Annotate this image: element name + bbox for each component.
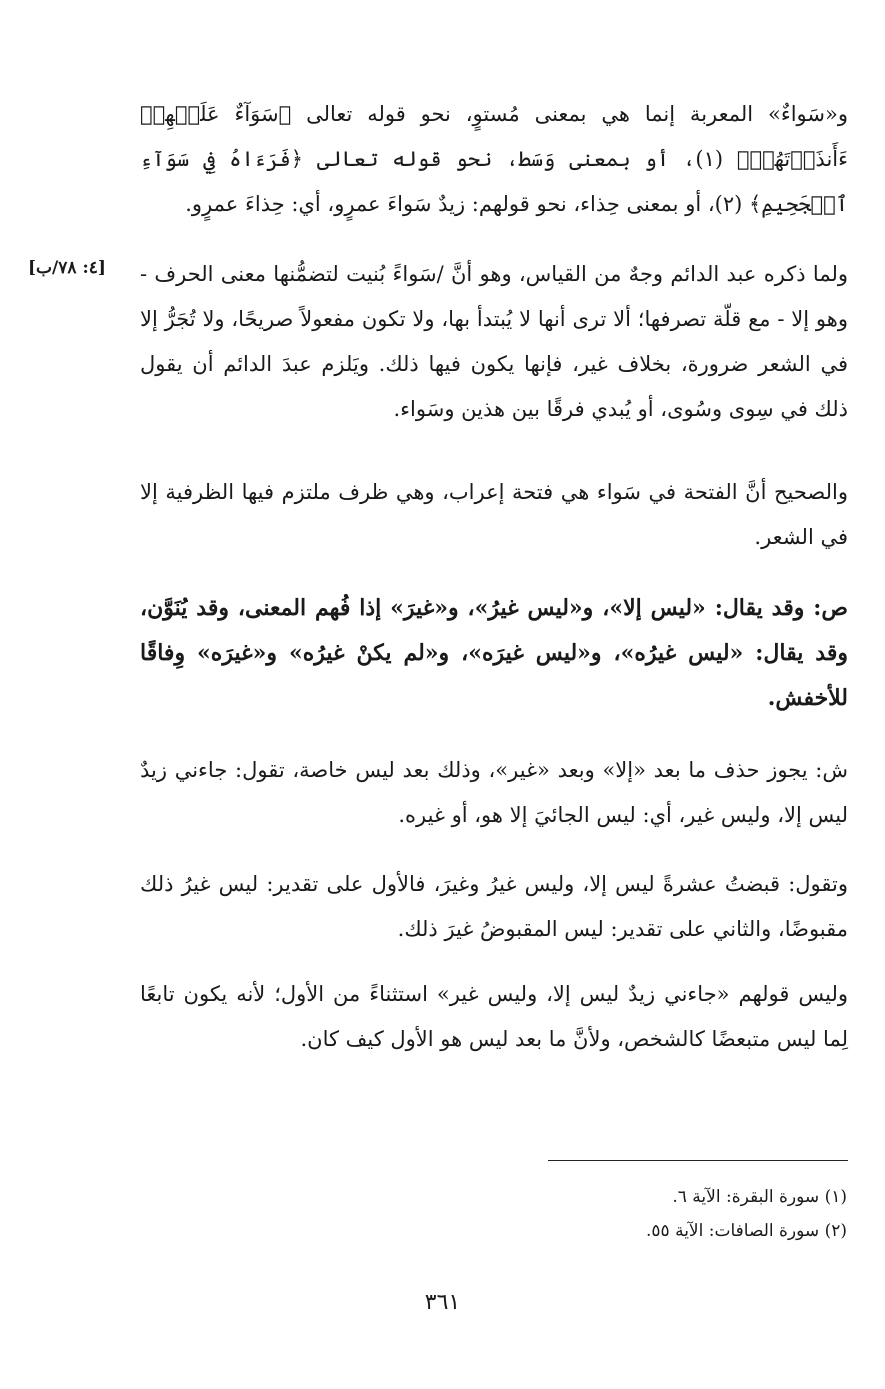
manuscript-folio-reference: [٤: ٧٨/ب]: [28, 258, 106, 278]
paragraph-matn-text: ص: وقد يقال: «ليس إلا»، و«ليس غيرُ»، و«غيرَ» إذا فُهم المعنى، وقد يُنَوَّن، وقد يقال: «ليس غيرُه»، و«ليس غيرَه»، و«لم يكنْ غيرُه» و«غيرَه» وِفاقًا للأخفش.: [140, 595, 848, 711]
footnote-1: (١) سورة البقرة: الآية ٦.: [672, 1187, 847, 1207]
paragraph-not-exception: وليس قولهم «جاءني زيدٌ ليس إلا، وليس غير» استثناءً من الأول؛ لأنه يكون تابعًا لِما ليس متبعضًا كالشخص، ولأنَّ ما بعد ليس هو الأول كيف كان.: [140, 982, 848, 1051]
paragraph-correct-view: والصحيح أنَّ الفتحة في سَواء هي فتحة إعراب، وهي ظرف ملتزم فيها الظرفية إلا في الشعر.: [140, 480, 848, 549]
paragraph-abd-aldaim-analogy: ولما ذكره عبد الدائم وجهٌ من القياس، وهو أنَّ /سَواءً بُنيت لتضمُّنها معنى الحرف - وهو إلا - مع قلّة تصرفها؛ ألا ترى أنها لا يُبتدأ بها، ولا تكون مفعولاً صريحًا، ولا تُجَرُّ إلا في الشعر ضرورة، بخلاف غير، فإنها يكون فيها ذلك. ويَلزم عبدَ الدائم أن يقول ذلك في سِوى وسُوى، أو يُبدي فرقًا بين هذين وسَواء.: [140, 262, 848, 421]
paragraph-commentary-deletion: ش: يجوز حذف ما بعد «إلا» وبعد «غير»، وذلك بعد ليس خاصة، تقول: جاءني زيدٌ ليس إلا، وليس غير، أي: ليس الجائيَ إلا هو، أو غيره.: [140, 758, 848, 827]
footnote-divider: [548, 1160, 848, 1161]
page-number: ٣٦١: [424, 1290, 461, 1315]
paragraph-example-qabadtu: وتقول: قبضتُ عشرةً ليس إلا، وليس غيرُ وغيرَ، فالأول على تقدير: ليس غيرُ ذلك مقبوضًا، والثاني على تقدير: ليس المقبوضُ غيرَ ذلك.: [140, 872, 848, 941]
footnote-2: (٢) سورة الصافات: الآية ٥٥.: [646, 1221, 847, 1241]
paragraph-sawa-meanings: و«سَواءٌ» المعربة إنما هي بمعنى مُستوٍ، نحو قوله تعالى ﴿سَوَآءٌ عَلَيۡهِمۡ ءَأَنذَرۡتَهُمۡ﴾ (١)، أو بمعنى وَسَط، نحو قوله تعالى ﴿فَرَءَاهُ فِي سَوَآءِ ٱلۡجَحِيمِ﴾ (٢)، أو بمعنى حِذاء، نحو قولهم: زيدٌ سَواءَ عمرٍو، أي: حِذاءَ عمرٍو.: [140, 102, 849, 216]
